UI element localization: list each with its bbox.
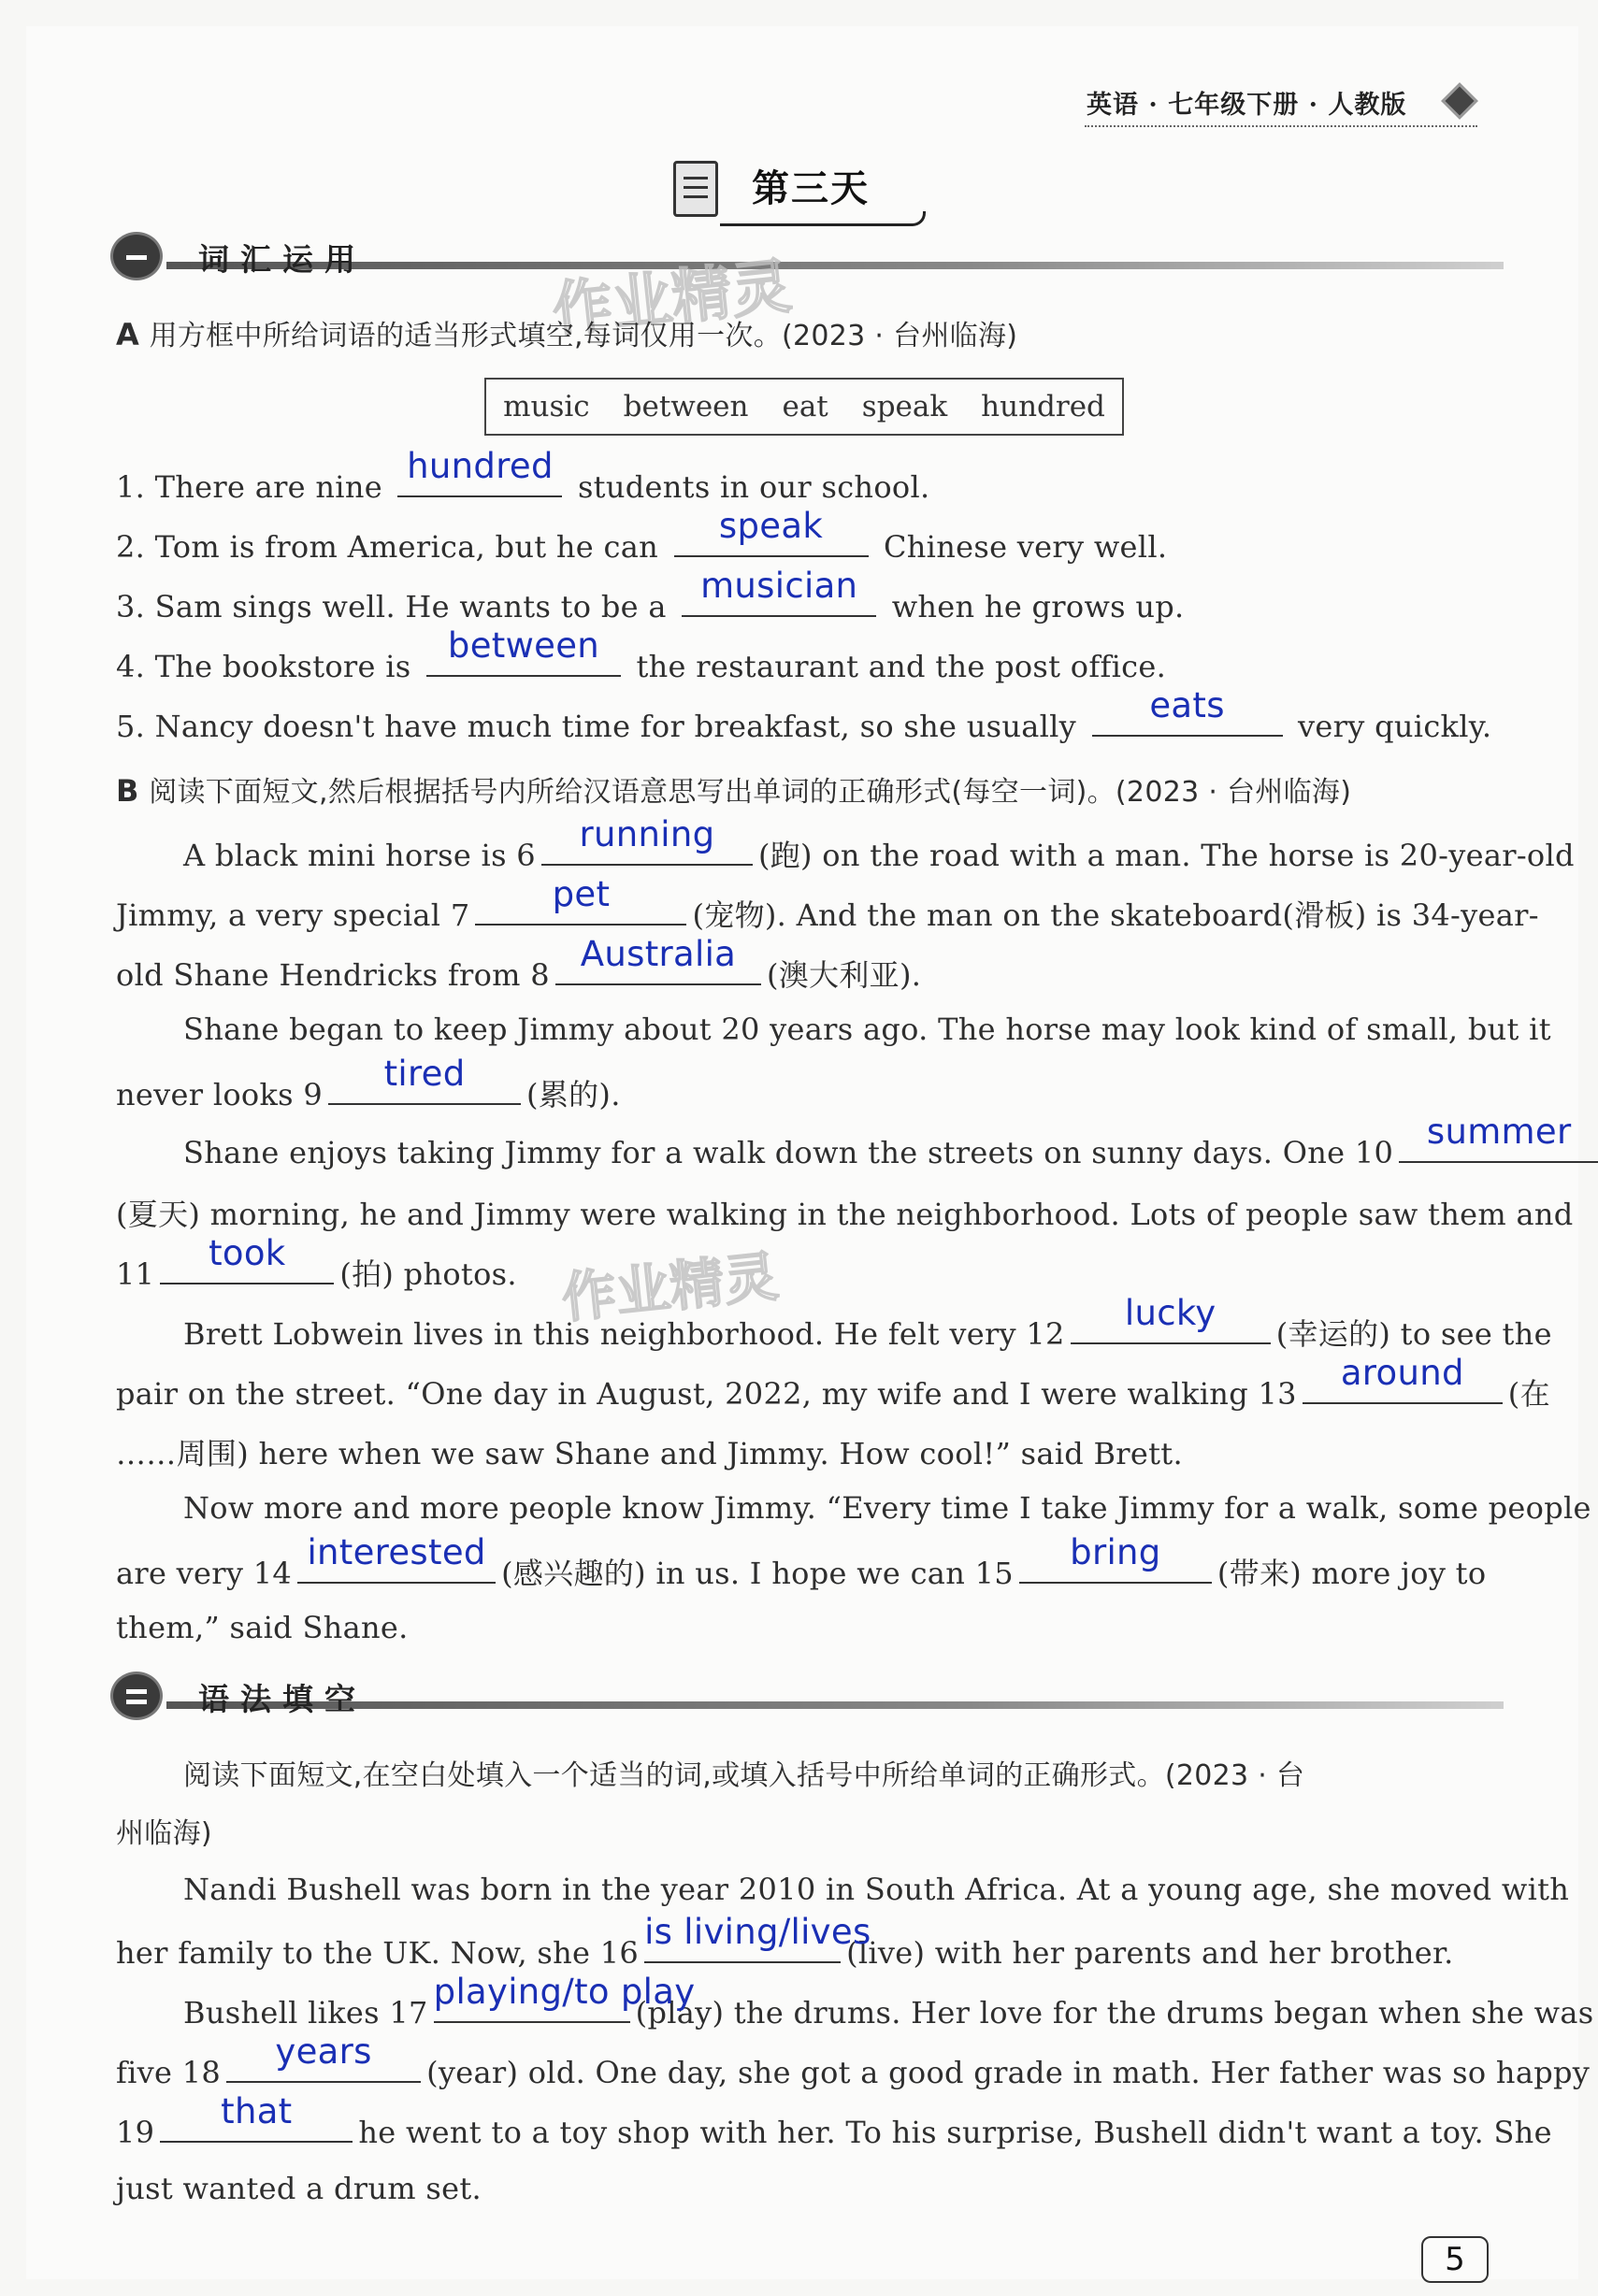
passage-line	[116, 1233, 517, 1294]
passage-text: Bushell likes 17	[183, 1995, 428, 2031]
section2-instruction: 阅读下面短文,在空白处填入一个适当的词,或填入括号中所给单词的正确形式。(2023 · 台	[183, 1759, 1305, 1792]
instruction-text: 用方框中所给词语的适当形式填空,每词仅用一次。(2023 · 台州临海)	[149, 320, 1018, 352]
passage-line	[183, 1972, 1594, 2031]
answer-12: lucky	[1124, 1293, 1216, 1333]
day-title: 第三天	[752, 166, 870, 210]
answer-blank-1[interactable]	[397, 446, 562, 497]
section2-instruction: 州临海)	[116, 1817, 212, 1850]
answer-6: running	[579, 814, 715, 854]
answer-blank-7[interactable]	[475, 874, 686, 926]
question-3	[116, 566, 1185, 624]
answer-blank-19[interactable]	[160, 2091, 353, 2143]
answer-blank-3[interactable]	[682, 566, 876, 617]
page-number: 5	[1421, 2236, 1489, 2283]
passage-line	[116, 934, 922, 995]
question-text: 1. There are nine	[116, 469, 382, 505]
answer-blank-17[interactable]	[433, 1972, 696, 2023]
passage-text: A black mini horse is 6	[183, 838, 536, 873]
part-a-instruction	[116, 312, 1017, 353]
section-vocabulary-header	[110, 228, 1504, 284]
answer-16: is living/lives	[644, 1912, 871, 1952]
header-divider	[1085, 125, 1477, 127]
question-4	[116, 625, 1167, 684]
answer-blank-2[interactable]	[674, 506, 869, 557]
answer-3: musician	[700, 566, 858, 606]
passage-line	[116, 874, 1539, 935]
answer-blank-9[interactable]	[328, 1054, 521, 1105]
passage-text: (带来) more joy to	[1216, 1556, 1487, 1591]
answer-17: playing/to play	[433, 1972, 696, 2012]
passage-line: (夏天) morning, he and Jimmy were walking in the neighborhood. Lots of people saw them and	[116, 1197, 1574, 1232]
question-text: very quickly.	[1298, 709, 1492, 744]
passage-text: (live) with her parents and her brother.	[846, 1935, 1454, 1971]
answer-blank-15[interactable]	[1019, 1532, 1212, 1584]
passage-text: (幸运的) to see the	[1275, 1316, 1552, 1352]
passage-text: pair on the street. “One day in August, 2022, my wife and I were walking 13	[116, 1376, 1297, 1412]
passage-text: he went to a toy shop with her. To his surprise, Bushell didn't want a toy. She	[358, 2115, 1552, 2150]
section-bar	[166, 1701, 1504, 1709]
section-grammar-header	[110, 1668, 1504, 1724]
section-title: 词汇运用	[198, 241, 367, 278]
part-a-label: A	[116, 317, 140, 352]
answer-7: pet	[552, 874, 611, 914]
section-title: 语法填空	[198, 1681, 367, 1717]
answer-11: took	[209, 1233, 286, 1273]
question-2	[116, 506, 1168, 565]
answer-blank-18[interactable]	[226, 2031, 421, 2083]
passage-line	[116, 2091, 1552, 2150]
passage-text: (累的).	[526, 1077, 621, 1112]
answer-18: years	[275, 2031, 372, 2072]
word-box-item: speak	[861, 390, 948, 423]
word-box	[484, 378, 1124, 436]
answer-15: bring	[1070, 1532, 1161, 1572]
answer-blank-16[interactable]	[644, 1912, 871, 1963]
passage-line	[116, 1912, 1454, 1971]
word-box-item: eat	[782, 390, 828, 423]
answer-1: hundred	[407, 446, 554, 486]
answer-9: tired	[383, 1054, 466, 1094]
passage-text: Brett Lobwein lives in this neighborhood. He felt very 12	[183, 1316, 1065, 1352]
question-text: 3. Sam sings well. He wants to be a	[116, 589, 667, 624]
passage-line: ……周围) here when we saw Shane and Jimmy. How cool!” said Brett.	[116, 1436, 1183, 1471]
word-box-item: between	[623, 390, 749, 423]
passage-line	[116, 2031, 1591, 2090]
section-bar	[166, 262, 1504, 269]
number-two-icon	[110, 1672, 163, 1720]
answer-blank-12[interactable]	[1071, 1293, 1271, 1344]
day-heading	[673, 153, 935, 228]
passage-line: Shane began to keep Jimmy about 20 years ago. The horse may look kind of small, but it	[183, 1012, 1551, 1047]
answer-10: summer	[1426, 1112, 1572, 1152]
answer-5: eats	[1149, 685, 1225, 725]
passage-line: Nandi Bushell was born in the year 2010 in South Africa. At a young age, she moved with	[183, 1872, 1570, 1907]
passage-line	[183, 1112, 1598, 1170]
book-header: 英语 · 七年级下册 · 人教版	[1087, 91, 1407, 120]
question-text: students in our school.	[577, 469, 930, 505]
answer-blank-8[interactable]	[555, 934, 761, 985]
answer-2: speak	[718, 506, 824, 546]
passage-text: (跑) on the road with a man. The horse is 20-year-old	[757, 838, 1575, 873]
passage-text: 19	[116, 2115, 155, 2150]
question-text: Chinese very well.	[883, 529, 1168, 565]
passage-text: (在	[1507, 1376, 1550, 1412]
question-1	[116, 446, 930, 505]
part-b-instruction	[116, 768, 1351, 810]
passage-text: (year) old. One day, she got a good grade in math. Her father was so happy	[426, 2055, 1591, 2090]
passage-text: (感兴趣的) in us. I hope we can 15	[501, 1556, 1014, 1591]
passage-line: Now more and more people know Jimmy. “Every time I take Jimmy for a walk, some people	[183, 1490, 1591, 1526]
question-text: 2. Tom is from America, but he can	[116, 529, 659, 565]
passage-text: never looks 9	[116, 1077, 324, 1112]
watermark: 作业精灵	[558, 1244, 782, 1330]
part-b-label: B	[116, 773, 139, 809]
question-text: 4. The bookstore is	[116, 649, 411, 684]
notebook-icon	[673, 161, 718, 217]
passage-text: (拍) photos.	[339, 1256, 517, 1292]
watermark: 作业精灵	[549, 251, 795, 347]
passage-line: just wanted a drum set.	[116, 2171, 482, 2206]
passage-line	[183, 814, 1575, 875]
instruction-text: 阅读下面短文,然后根据括号内所给汉语意思写出单词的正确形式(每空一词)。(2023 · 台州临海)	[149, 776, 1352, 809]
passage-text: five 18	[116, 2055, 222, 2090]
answer-blank-13[interactable]	[1303, 1353, 1503, 1404]
passage-text: are very 14	[116, 1556, 293, 1591]
passage-text: (宠物). And the man on the skateboard(滑板) is 34-year-	[692, 897, 1539, 933]
answer-4: between	[447, 625, 600, 666]
passage-text: old Shane Hendricks from 8	[116, 957, 550, 993]
answer-blank-11[interactable]	[160, 1233, 334, 1284]
answer-19: that	[221, 2091, 293, 2131]
passage-line	[116, 1353, 1550, 1413]
passage-text: Shane enjoys taking Jimmy for a walk down the streets on sunny days. One 10	[183, 1135, 1394, 1170]
answer-blank-10[interactable]	[1399, 1112, 1598, 1163]
passage-line: them,” said Shane.	[116, 1610, 409, 1645]
number-one-icon	[110, 232, 163, 280]
passage-text: her family to the UK. Now, she 16	[116, 1935, 640, 1971]
passage-line	[183, 1293, 1552, 1354]
question-text: the restaurant and the post office.	[636, 649, 1167, 684]
passage-line	[116, 1532, 1487, 1593]
answer-13: around	[1340, 1353, 1464, 1393]
answer-8: Australia	[580, 934, 737, 974]
question-5	[116, 685, 1492, 744]
passage-text: (play) the drums. Her love for the drums began when she was	[635, 1995, 1594, 2031]
answer-blank-14[interactable]	[297, 1532, 496, 1584]
passage-line	[116, 1054, 621, 1114]
word-box-item: hundred	[981, 390, 1105, 423]
word-box-item: music	[503, 390, 590, 423]
passage-text: Jimmy, a very special 7	[116, 897, 470, 933]
answer-blank-6[interactable]	[541, 814, 753, 866]
passage-text: (澳大利亚).	[766, 957, 922, 993]
question-text: 5. Nancy doesn't have much time for breakfast, so she usually	[116, 709, 1077, 744]
answer-14: interested	[307, 1532, 486, 1572]
answer-blank-4[interactable]	[426, 625, 621, 677]
day-title-underline	[720, 211, 926, 226]
answer-blank-5[interactable]	[1092, 685, 1283, 737]
passage-text: 11	[116, 1256, 155, 1292]
question-text: when he grows up.	[891, 589, 1185, 624]
